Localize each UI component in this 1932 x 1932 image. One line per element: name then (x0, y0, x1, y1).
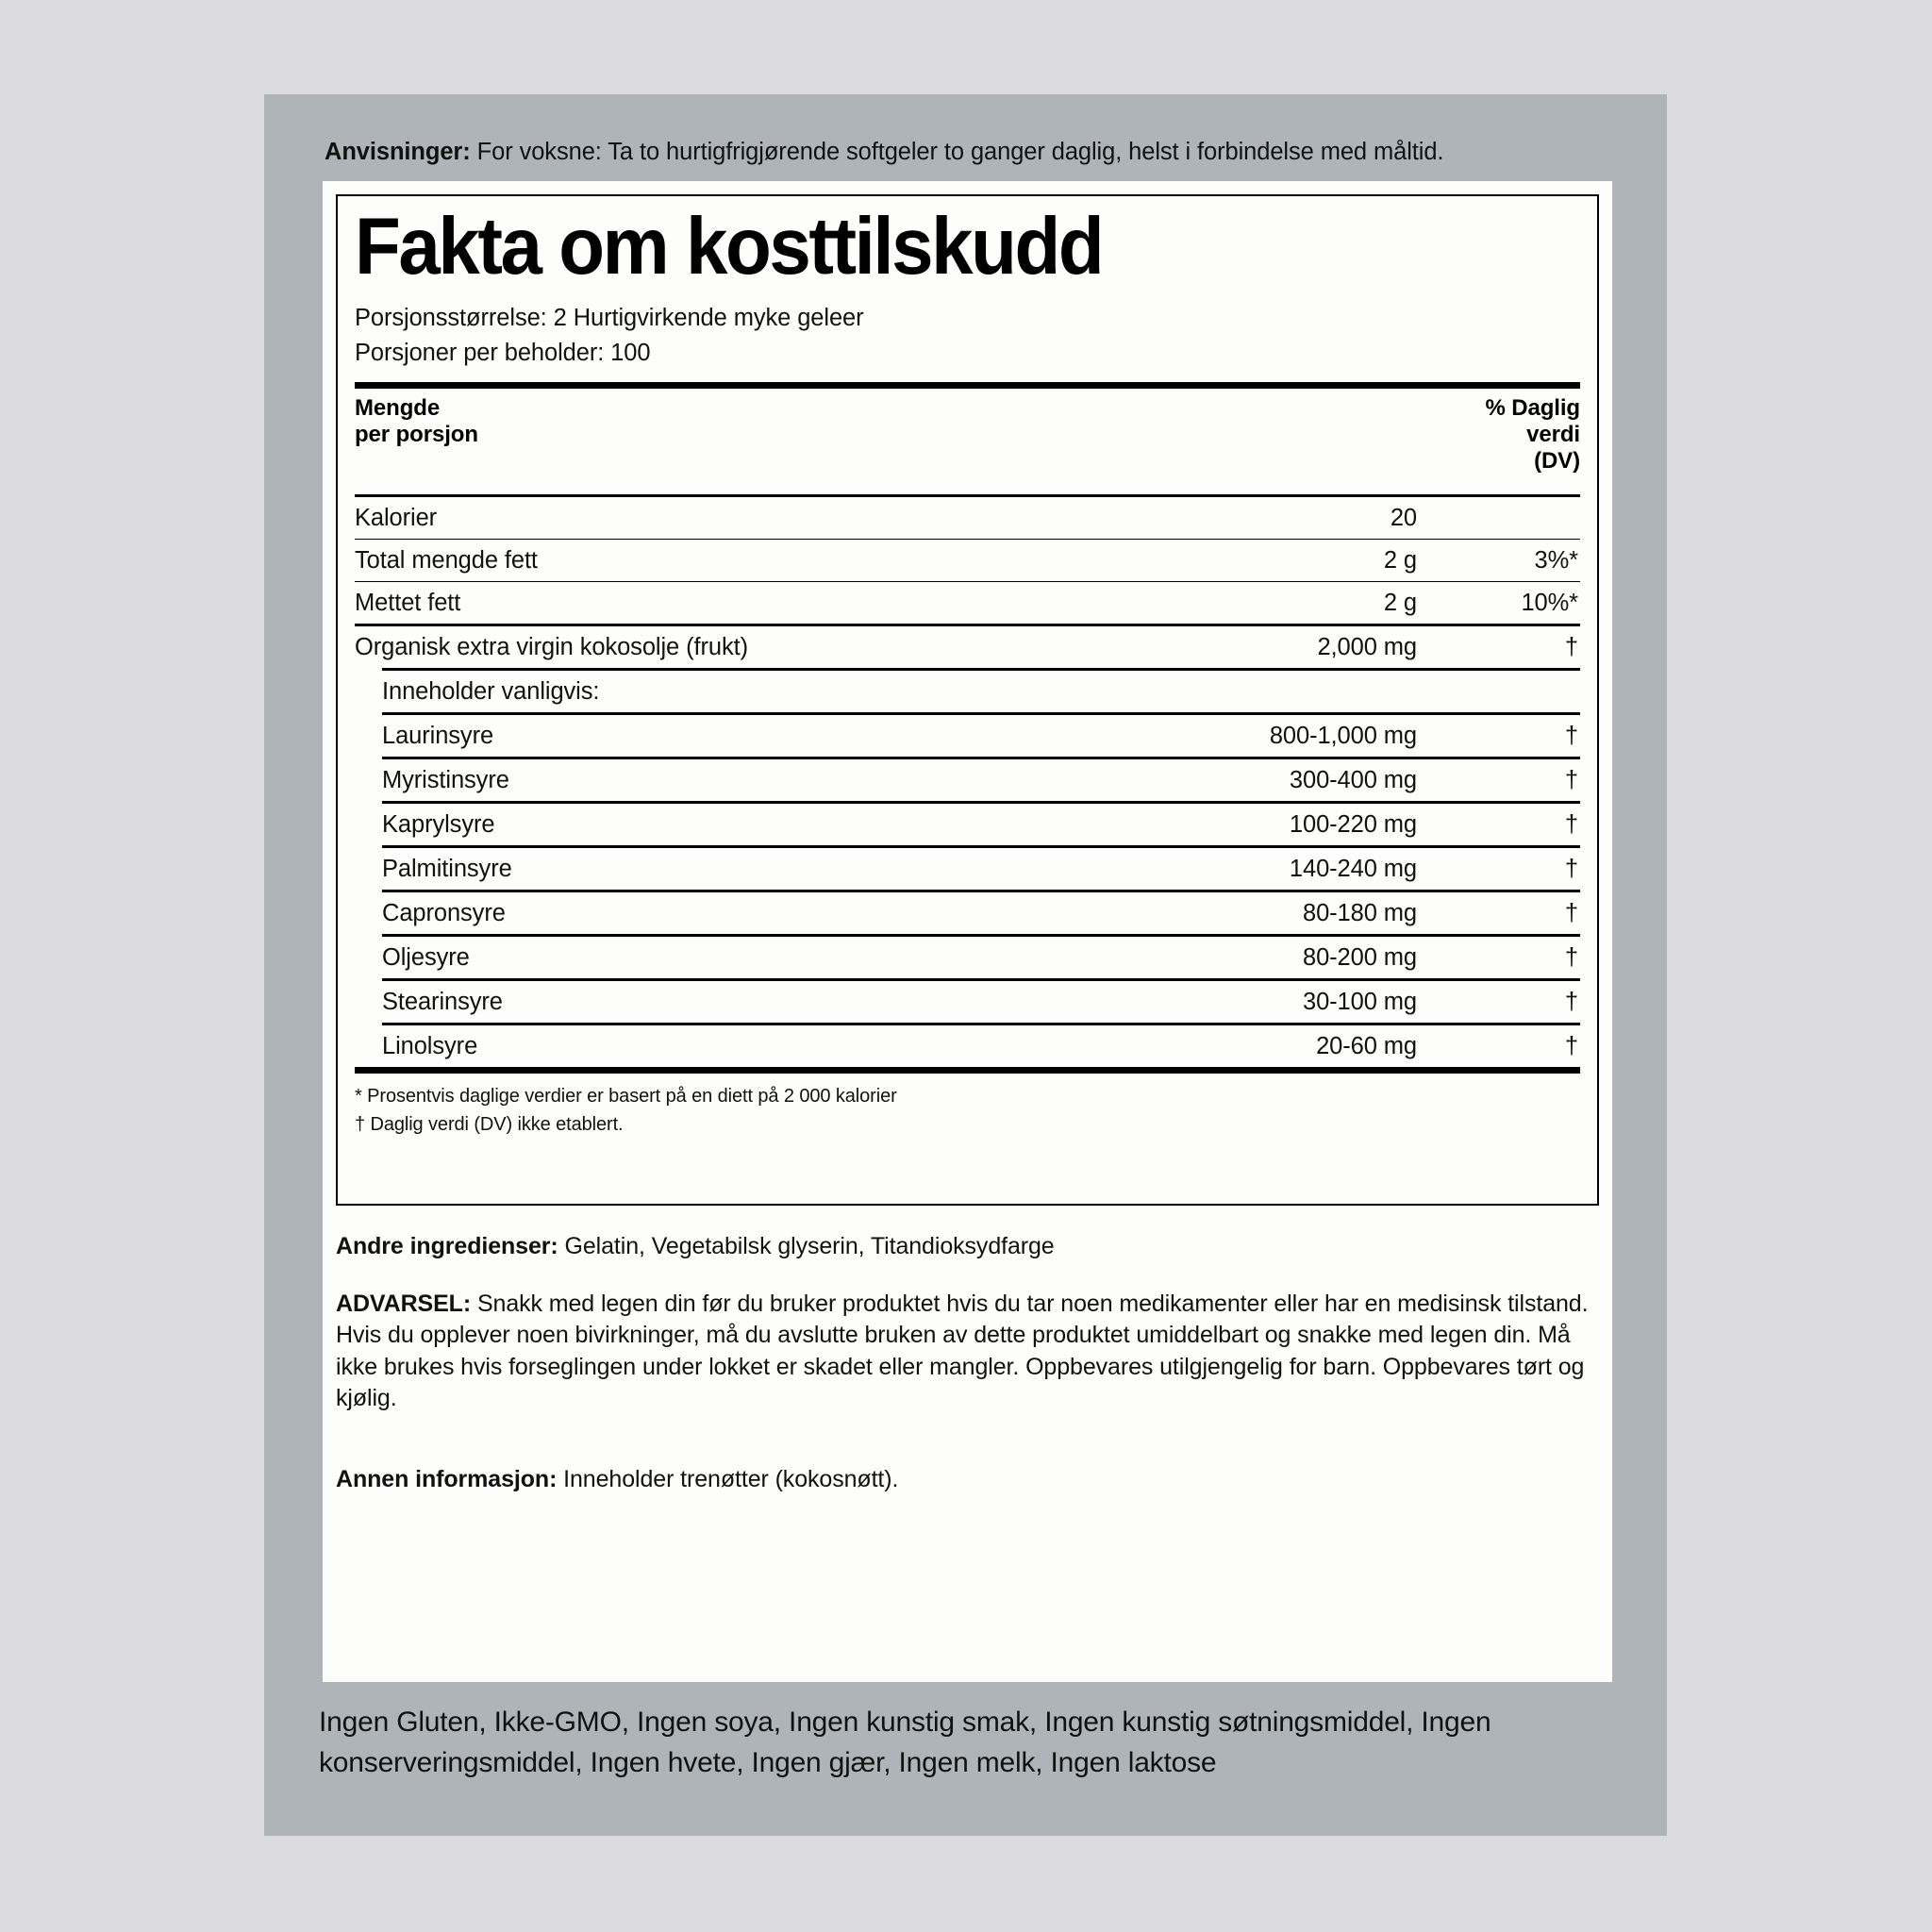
dv-header-line2: verdi (1526, 422, 1580, 448)
footnote-percent-daily-value: * Prosentvis daglige verdier er basert på en diett på 2 000 kalorier (355, 1085, 897, 1107)
supplement-facts-table (336, 194, 1599, 1206)
nutrient-name: Stearinsyre (382, 988, 503, 1015)
nutrient-name: Linolsyre (382, 1032, 478, 1059)
nutrient-dv: † (1564, 810, 1578, 838)
table-row (355, 804, 1580, 845)
nutrient-amount: 100-220 mg (1289, 810, 1417, 838)
nutrient-name: Organisk extra virgin kokosolje (frukt) (355, 633, 748, 660)
rule-below-table (355, 1067, 1580, 1074)
table-row (355, 1025, 1580, 1067)
warning-text (336, 1289, 1599, 1414)
amount-header-line1: Mengde (355, 394, 441, 421)
nutrient-amount: 300-400 mg (1289, 766, 1417, 793)
free-from-claims: Ingen Gluten, Ikke-GMO, Ingen soya, Ingen kunstig smak, Ingen kunstig søtningsmiddel, Ingen konserveringsmiddel, Ingen hvete, Ingen gjær, Ingen melk, Ingen laktose (319, 1707, 1491, 1778)
table-row (355, 715, 1580, 757)
directions-text (325, 137, 1607, 168)
warning-label: ADVARSEL: (336, 1291, 472, 1317)
table-footnotes (355, 1074, 1580, 1140)
nutrient-name: Kaprylsyre (382, 810, 495, 838)
table-row (355, 848, 1580, 890)
nutrient-dv: † (1564, 633, 1578, 660)
dv-header-line3: (DV) (1534, 448, 1580, 475)
table-row (355, 981, 1580, 1023)
nutrient-dv: † (1564, 988, 1578, 1015)
nutrient-name: Palmitinsyre (382, 855, 512, 882)
nutrient-name: Myristinsyre (382, 766, 509, 793)
nutrient-amount: 2 g (1383, 546, 1417, 574)
nutrient-name: Total mengde fett (355, 546, 538, 574)
table-row (355, 937, 1580, 978)
directions-body: For voksne: Ta to hurtigfrigjørende softgeler to ganger daglig, helst i forbindelse med måltid. (470, 139, 1444, 165)
rule-above-header (355, 382, 1580, 389)
nutrient-amount: 140-240 mg (1289, 855, 1417, 882)
nutrient-amount: 20-60 mg (1316, 1032, 1417, 1059)
nutrient-name: Mettet fett (355, 589, 461, 616)
nutrient-name: Oljesyre (382, 943, 470, 971)
nutrient-dv: 3%* (1534, 546, 1578, 574)
warning-body: Snakk med legen din før du bruker produktet hvis du tar noen medikamenter eller har en medisinsk tilstand. Hvis du opplever noen bivirkninger, må du avslutte bruken av dette produktet umiddelbart og snakke med legen din. Må ikke brukes hvis forseglingen under lokket er skadet eller mangler. Oppbevares utilgjengelig for barn. Oppbevares tørt og kjølig. (336, 1291, 1589, 1411)
other-ingredients-text (336, 1231, 1599, 1262)
product-label-panel (264, 94, 1667, 1836)
supplement-facts-title: Fakta om kosttilskudd (355, 202, 1103, 291)
dv-header-line1: % Daglig (1485, 394, 1580, 421)
directions-label: Anvisninger: (325, 139, 471, 165)
nutrient-amount: 30-100 mg (1302, 988, 1417, 1015)
footnote-dv-not-established: † Daglig verdi (DV) ikke etablert. (355, 1114, 624, 1136)
serving-info (355, 301, 1580, 369)
table-row (355, 626, 1580, 668)
nutrient-dv: † (1564, 855, 1578, 882)
nutrient-dv: † (1564, 943, 1578, 971)
nutrient-amount: 20 (1390, 504, 1417, 531)
table-column-headers (355, 389, 1580, 494)
nutrient-amount: 800-1,000 mg (1269, 722, 1417, 749)
servings-per-container: Porsjoner per beholder: 100 (355, 339, 651, 366)
other-ingredients-body: Gelatin, Vegetabilsk glyserin, Titandioksydfarge (558, 1233, 1055, 1259)
table-row (355, 671, 1580, 712)
table-row (355, 892, 1580, 934)
nutrient-name: Kalorier (355, 504, 438, 531)
other-information-text (336, 1464, 1599, 1495)
serving-size: Porsjonsstørrelse: 2 Hurtigvirkende myke geleer (355, 305, 864, 332)
nutrient-name: Inneholder vanligvis: (382, 677, 600, 705)
nutrient-amount: 80-200 mg (1302, 943, 1417, 971)
nutrient-amount: 2,000 mg (1317, 633, 1417, 660)
table-row (355, 759, 1580, 801)
other-information-body: Inneholder trenøtter (kokosnøtt). (557, 1466, 899, 1492)
nutrient-amount: 80-180 mg (1302, 899, 1417, 926)
amount-header-line2: per porsjon (355, 422, 478, 448)
nutrient-name: Laurinsyre (382, 722, 494, 749)
nutrient-dv: 10%* (1521, 589, 1578, 616)
nutrient-dv: † (1564, 766, 1578, 793)
nutrient-dv: † (1564, 722, 1578, 749)
daily-value-header (1485, 395, 1580, 475)
supplement-facts-card (323, 181, 1612, 1682)
table-row (355, 582, 1580, 624)
nutrient-amount: 2 g (1383, 589, 1417, 616)
nutrient-name: Capronsyre (382, 899, 506, 926)
other-ingredients-label: Andre ingredienser: (336, 1233, 558, 1259)
nutrient-dv: † (1564, 899, 1578, 926)
nutrient-dv: † (1564, 1032, 1578, 1059)
other-information-label: Annen informasjon: (336, 1466, 558, 1492)
table-row (355, 497, 1580, 539)
table-row (355, 540, 1580, 581)
amount-per-serving-header (355, 395, 478, 449)
